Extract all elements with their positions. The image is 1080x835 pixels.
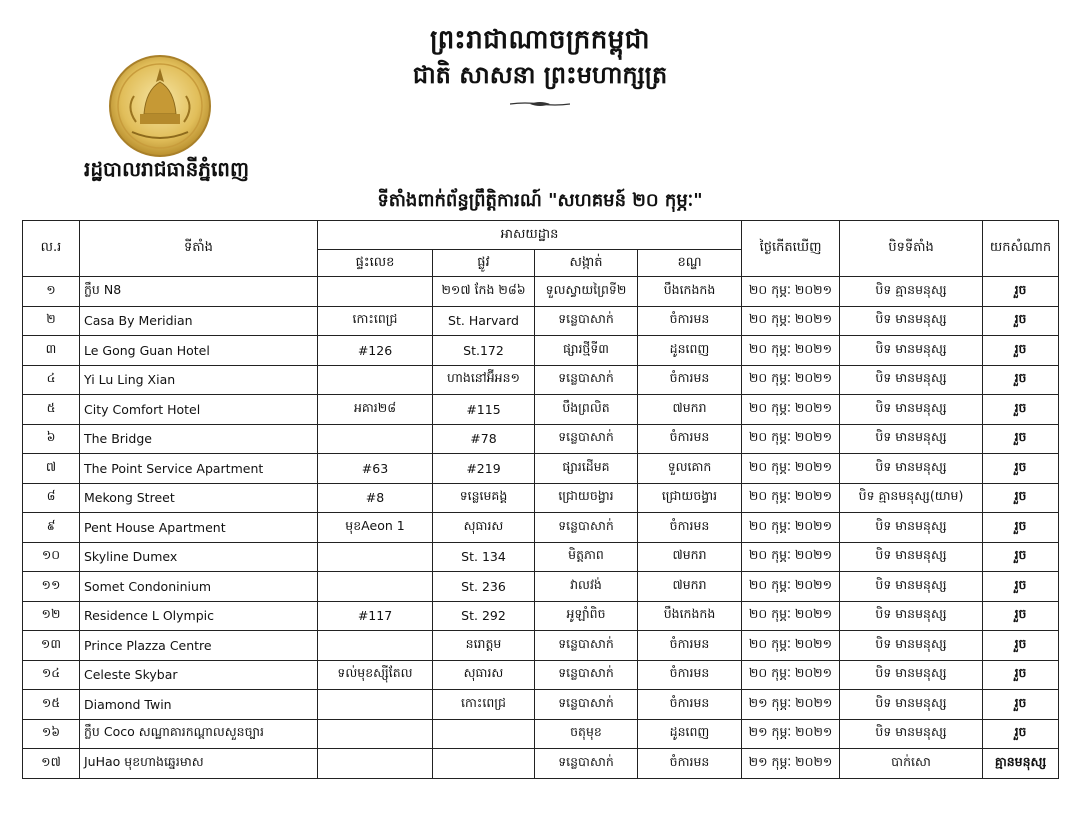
row-date: ២០ កុម្ភៈ ២០២១: [742, 365, 840, 395]
row-sangkat: ទន្លេបាសាក់: [535, 513, 638, 543]
row-sampling: គ្មានមនុស្ស: [983, 749, 1059, 779]
row-location: Somet Condoninium: [80, 572, 318, 602]
row-khan: ចំការមន: [638, 365, 742, 395]
row-closure: បិទ មានមនុស្ស: [840, 365, 983, 395]
row-location: Le Gong Guan Hotel: [80, 336, 318, 366]
row-house-no: [318, 365, 433, 395]
table-row: [23, 749, 1059, 779]
table-row: [23, 513, 1059, 543]
row-location: JuHao មុខហាងឆ្នេរមាស: [80, 749, 318, 779]
table-row: [23, 690, 1059, 720]
row-khan: ចំការមន: [638, 513, 742, 543]
row-location: Celeste Skybar: [80, 660, 318, 690]
row-closure: បិទ មានមនុស្ស: [840, 572, 983, 602]
row-house-no: #8: [318, 483, 433, 513]
row-house-no: [318, 572, 433, 602]
row-number: ៣: [23, 336, 80, 366]
table-row: [23, 454, 1059, 484]
header-house-no: ផ្ទះលេខ: [318, 250, 433, 277]
row-sangkat: មិត្តភាព: [535, 542, 638, 572]
row-date: ២០ កុម្ភៈ ២០២១: [742, 542, 840, 572]
table-body: [23, 277, 1059, 779]
row-sampling: រួច: [983, 395, 1059, 425]
row-date: ២០ កុម្ភៈ ២០២១: [742, 601, 840, 631]
row-sangkat: ទន្លេបាសាក់: [535, 690, 638, 720]
row-khan: ចំការមន: [638, 660, 742, 690]
title-divider-ornament-icon: [510, 100, 570, 108]
row-sampling: រួច: [983, 277, 1059, 307]
row-closure: បិទ គ្មានមនុស្ស(យាម): [840, 483, 983, 513]
row-sampling: រួច: [983, 631, 1059, 661]
row-number: ១៧: [23, 749, 80, 779]
row-location: Diamond Twin: [80, 690, 318, 720]
row-khan: ទួលគោក: [638, 454, 742, 484]
row-date: ២០ កុម្ភៈ ២០២១: [742, 395, 840, 425]
row-location: ក្លឹប Coco សណ្ឋាគារកណ្ដាលសួនច្បារ: [80, 719, 318, 749]
row-khan: ៧មករា: [638, 395, 742, 425]
row-sampling: រួច: [983, 690, 1059, 720]
row-khan: ដូនពេញ: [638, 719, 742, 749]
row-number: ១៤: [23, 660, 80, 690]
row-location: ក្លឹប N8: [80, 277, 318, 307]
row-street: ទន្លេមេគង្គ: [433, 483, 535, 513]
row-location: The Bridge: [80, 424, 318, 454]
table-row: [23, 660, 1059, 690]
row-house-no: [318, 277, 433, 307]
row-number: ១០: [23, 542, 80, 572]
row-house-no: [318, 749, 433, 779]
row-khan: បឹងកេងកង: [638, 277, 742, 307]
row-street: St. 134: [433, 542, 535, 572]
row-street: St. Harvard: [433, 306, 535, 336]
row-khan: ចំការមន: [638, 631, 742, 661]
header-address: អាសយដ្ឋាន: [318, 221, 742, 250]
locations-table: [22, 220, 1059, 779]
row-house-no: #126: [318, 336, 433, 366]
row-khan: ៧មករា: [638, 542, 742, 572]
row-sampling: រួច: [983, 306, 1059, 336]
header-sangkat: សង្កាត់: [535, 250, 638, 277]
document-title: ទីតាំងពាក់ព័ន្ធព្រឹត្តិការណ៍ "សហគមន៍ ២០ កុម្ភៈ": [377, 190, 703, 211]
row-sampling: រួច: [983, 424, 1059, 454]
row-khan: ដូនពេញ: [638, 336, 742, 366]
row-number: ៦: [23, 424, 80, 454]
row-street: #78: [433, 424, 535, 454]
row-street: សុធារស: [433, 660, 535, 690]
table-row: [23, 365, 1059, 395]
row-street: ២១៧ កែង ២៨៦: [433, 277, 535, 307]
header-sampling: យកសំណាក: [983, 221, 1059, 277]
table-row: [23, 277, 1059, 307]
row-closure: បិទ មានមនុស្ស: [840, 631, 983, 661]
header-date-seen: ថ្ងៃកើតឃើញ: [742, 221, 840, 277]
row-house-no: #63: [318, 454, 433, 484]
table-row: [23, 601, 1059, 631]
row-sampling: រួច: [983, 454, 1059, 484]
row-closure: បិទ មានមនុស្ស: [840, 513, 983, 543]
row-closure: បិទ មានមនុស្ស: [840, 424, 983, 454]
row-street: ហាងនៅអ៊ីអន១: [433, 365, 535, 395]
table-row: [23, 336, 1059, 366]
row-date: ២០ កុម្ភៈ ២០២១: [742, 513, 840, 543]
row-location: The Point Service Apartment: [80, 454, 318, 484]
row-sampling: រួច: [983, 513, 1059, 543]
row-sangkat: ទន្លេបាសាក់: [535, 660, 638, 690]
table-row: [23, 483, 1059, 513]
row-number: ១៣: [23, 631, 80, 661]
row-date: ២០ កុម្ភៈ ២០២១: [742, 572, 840, 602]
row-sampling: រួច: [983, 365, 1059, 395]
row-closure: បិទ មានមនុស្ស: [840, 690, 983, 720]
royal-seal-icon: [106, 52, 214, 160]
row-date: ២១ កុម្ភៈ ២០២១: [742, 690, 840, 720]
row-sangkat: ចតុមុខ: [535, 719, 638, 749]
row-location: Yi Lu Ling Xian: [80, 365, 318, 395]
row-location: City Comfort Hotel: [80, 395, 318, 425]
row-date: ២០ កុម្ភៈ ២០២១: [742, 454, 840, 484]
row-date: ២០ កុម្ភៈ ២០២១: [742, 660, 840, 690]
row-street: St. 236: [433, 572, 535, 602]
row-street: សុធារស: [433, 513, 535, 543]
row-street: នរោត្តម: [433, 631, 535, 661]
row-closure: បាក់សោ: [840, 749, 983, 779]
row-street: [433, 719, 535, 749]
row-street: [433, 749, 535, 779]
row-sangkat: ទន្លេបាសាក់: [535, 365, 638, 395]
row-sangkat: បឹងព្រលិត: [535, 395, 638, 425]
row-sangkat: វាលវង់: [535, 572, 638, 602]
row-location: Prince Plazza Centre: [80, 631, 318, 661]
row-khan: ចំការមន: [638, 306, 742, 336]
row-number: ២: [23, 306, 80, 336]
row-number: ១២: [23, 601, 80, 631]
row-house-no: កោះពេជ្រ: [318, 306, 433, 336]
row-closure: បិទ មានមនុស្ស: [840, 395, 983, 425]
row-sampling: រួច: [983, 483, 1059, 513]
row-closure: បិទ មានមនុស្ស: [840, 601, 983, 631]
ministry-name: រដ្ឋបាលរាជធានីភ្នំពេញ: [84, 157, 250, 181]
row-khan: ចំការមន: [638, 690, 742, 720]
row-house-no: [318, 631, 433, 661]
header-khan: ខណ្ឌ: [638, 250, 742, 277]
row-sangkat: ជ្រោយចង្វារ: [535, 483, 638, 513]
row-sangkat: ទន្លេបាសាក់: [535, 749, 638, 779]
table-row: [23, 542, 1059, 572]
row-location: Pent House Apartment: [80, 513, 318, 543]
header-no: ល.រ: [23, 221, 80, 277]
row-closure: បិទ មានមនុស្ស: [840, 660, 983, 690]
header-location: ទីតាំង: [80, 221, 318, 277]
table-row: [23, 572, 1059, 602]
row-house-no: [318, 719, 433, 749]
document-header: [330, 22, 750, 108]
row-closure: បិទ មានមនុស្ស: [840, 542, 983, 572]
row-date: ២០ កុម្ភៈ ២០២១: [742, 336, 840, 366]
table-row: [23, 719, 1059, 749]
row-number: ១១: [23, 572, 80, 602]
row-khan: បឹងកេងកង: [638, 601, 742, 631]
row-date: ២០ កុម្ភៈ ២០២១: [742, 483, 840, 513]
row-sangkat: ផ្សារថ្មីទី៣: [535, 336, 638, 366]
row-number: ១៦: [23, 719, 80, 749]
row-closure: បិទ មានមនុស្ស: [840, 719, 983, 749]
table-row: [23, 306, 1059, 336]
row-number: ៥: [23, 395, 80, 425]
kingdom-title: ព្រះរាជាណាចក្រកម្ពុជា: [430, 25, 650, 55]
row-number: ១: [23, 277, 80, 307]
row-number: ៩: [23, 513, 80, 543]
row-closure: បិទ គ្មានមនុស្ស: [840, 277, 983, 307]
table-row: [23, 631, 1059, 661]
row-house-no: [318, 424, 433, 454]
row-house-no: [318, 690, 433, 720]
row-sangkat: ទួលស្វាយព្រៃទី២: [535, 277, 638, 307]
row-date: ២១ កុម្ភៈ ២០២១: [742, 749, 840, 779]
row-date: ២០ កុម្ភៈ ២០២១: [742, 277, 840, 307]
row-house-no: មុខAeon 1: [318, 513, 433, 543]
row-sangkat: ផ្សារដើមគ: [535, 454, 638, 484]
row-street: #115: [433, 395, 535, 425]
row-street: St. 292: [433, 601, 535, 631]
row-number: ៤: [23, 365, 80, 395]
header-closure: បិទទីតាំង: [840, 221, 983, 277]
row-sampling: រួច: [983, 719, 1059, 749]
national-motto: ជាតិ សាសនា ព្រះមហាក្សត្រ: [412, 61, 668, 89]
row-location: Residence L Olympic: [80, 601, 318, 631]
row-date: ២១ កុម្ភៈ ២០២១: [742, 719, 840, 749]
row-street: #219: [433, 454, 535, 484]
row-khan: ជ្រោយចង្វារ: [638, 483, 742, 513]
row-sangkat: ទន្លេបាសាក់: [535, 424, 638, 454]
row-date: ២០ កុម្ភៈ ២០២១: [742, 306, 840, 336]
row-sampling: រួច: [983, 601, 1059, 631]
row-street: កោះពេជ្រ: [433, 690, 535, 720]
row-house-no: #117: [318, 601, 433, 631]
row-sangkat: អូឡាំពិច: [535, 601, 638, 631]
row-location: Mekong Street: [80, 483, 318, 513]
row-sampling: រួច: [983, 660, 1059, 690]
row-house-no: [318, 542, 433, 572]
header-street: ផ្លូវ: [433, 250, 535, 277]
row-house-no: អគារ២៨: [318, 395, 433, 425]
row-sangkat: ទន្លេបាសាក់: [535, 306, 638, 336]
row-khan: ចំការមន: [638, 749, 742, 779]
row-closure: បិទ មានមនុស្ស: [840, 306, 983, 336]
table-row: [23, 395, 1059, 425]
row-date: ២០ កុម្ភៈ ២០២១: [742, 424, 840, 454]
row-house-no: ទល់មុខស្ស៊ីតែល: [318, 660, 433, 690]
row-sampling: រួច: [983, 542, 1059, 572]
row-number: ១៥: [23, 690, 80, 720]
row-number: ៨: [23, 483, 80, 513]
row-number: ៧: [23, 454, 80, 484]
row-date: ២០ កុម្ភៈ ២០២១: [742, 631, 840, 661]
row-khan: ចំការមន: [638, 424, 742, 454]
row-location: Casa By Meridian: [80, 306, 318, 336]
row-street: St.172: [433, 336, 535, 366]
row-location: Skyline Dumex: [80, 542, 318, 572]
table-row: [23, 424, 1059, 454]
row-closure: បិទ មានមនុស្ស: [840, 454, 983, 484]
row-sampling: រួច: [983, 336, 1059, 366]
row-khan: ៧មករា: [638, 572, 742, 602]
row-closure: បិទ មានមនុស្ស: [840, 336, 983, 366]
row-sampling: រួច: [983, 572, 1059, 602]
row-sangkat: ទន្លេបាសាក់: [535, 631, 638, 661]
